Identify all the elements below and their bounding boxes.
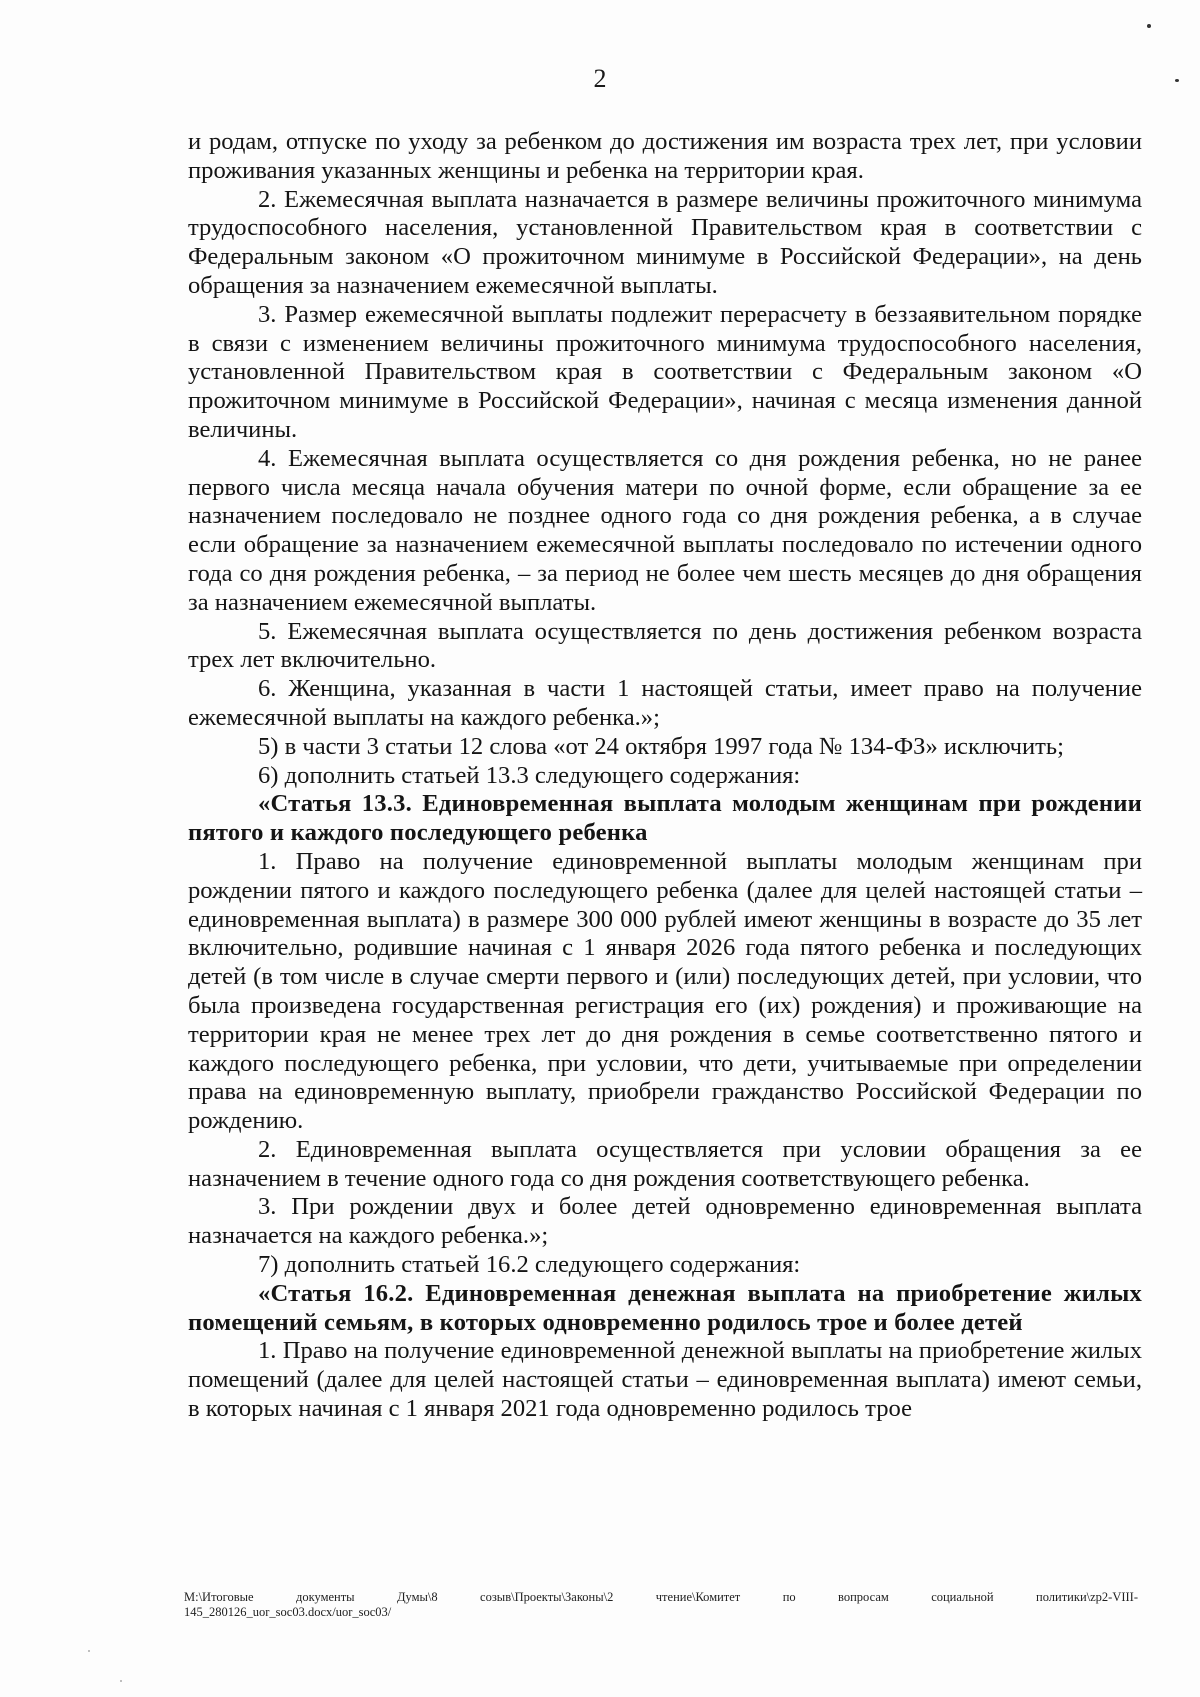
article-heading-13-3: «Статья 13.3. Единовременная выплата молодым женщинам при рождении пятого и каждого последующего ребенка [188, 790, 1142, 847]
scan-speck-dot [120, 1680, 122, 1682]
article-13-3-part-2: 2. Единовременная выплата осуществляется при условии обращения за ее назначением в течение одного года со дня рождения соответствующего ребенка. [188, 1135, 1142, 1192]
paragraph-item-4: 4. Ежемесячная выплата осуществляется со дня рождения ребенка, но не ранее первого числа месяца начала обучения матери по очной форме, если обращение за ее назначением последовало не позднее одного года со дня рождения ребенка, а в случае если обращение за назначением ежемесячной выплаты последовало по истечении одного года со дня рождения ребенка, – за период не более чем шесть месяцев до дня обращения за назначением ежемесячной выплаты. [188, 444, 1142, 616]
amendment-item-6: 6) дополнить статьей 13.3 следующего содержания: [258, 761, 801, 789]
paragraph-item-6: 6. Женщина, указанная в части 1 настоящей статьи, имеет право на получение ежемесячной выплаты на каждого ребенка.»; [188, 675, 1142, 731]
file-path-line-2: 145_280126_uor_soc03.docx/uor_soc03/ [184, 1605, 392, 1619]
file-path-line-1: M:\Итоговые документы Думы\8 созыв\Проекты\Законы\2 чтение\Комитет по вопросам социальной политики\zp2-VIII- [184, 1590, 1138, 1604]
document-body [188, 128, 1142, 1424]
paragraph-item-5: 5. Ежемесячная выплата осуществляется по день достижения ребенком возраста трех лет включительно. [188, 617, 1142, 674]
article-13-3-part-3: 3. При рождении двух и более детей одновременно единовременная выплата назначается на каждого ребенка.»; [188, 1193, 1142, 1250]
paragraph-item-3: 3. Размер ежемесячной выплаты подлежит перерасчету в беззаявительном порядке в связи с изменением величины прожиточного минимума трудоспособного населения, установленной Правительством края в соответствии с Федеральным законом «О прожиточном минимуме в Российской Федерации», начиная с месяца изменения данной величины. [188, 300, 1142, 443]
page-number: 2 [593, 64, 607, 93]
scan-speck-dot [88, 1650, 90, 1652]
amendment-item-5: 5) в части 3 статьи 12 слова «от 24 октября 1997 года № 134-ФЗ» исключить; [258, 732, 1064, 760]
paragraph-item-2: 2. Ежемесячная выплата назначается в размере величины прожиточного минимума трудоспособного населения, установленной Правительством края в соответствии с Федеральным законом «О прожиточном минимуме в Российской Федерации», на день обращения за назначением ежемесячной выплаты. [188, 185, 1142, 299]
article-16-2-part-1: 1. Право на получение единовременной денежной выплаты на приобретение жилых помещений (далее для целей настоящей статьи – единовременная выплата) имеют семьи, в которых начиная с 1 января 2021 года одновременно родилось трое [188, 1337, 1142, 1423]
article-heading-16-2: «Статья 16.2. Единовременная денежная выплата на приобретение жилых помещений семьям, в которых одновременно родилось трое и более детей [188, 1279, 1142, 1336]
article-13-3-part-1: 1. Право на получение единовременной выплаты молодым женщинам при рождении пятого и каждого последующего ребенка (далее для целей настоящей статьи – единовременная выплата) в размере 300 000 рублей имеют женщины в возрасте до 35 лет включительно, родившие начиная с 1 января 2026 года пятого ребенка и последующих детей (в том числе в случае смерти первого и (или) последующих детей, при условии, что была произведена государственная регистрация его (их) рождения) и проживающие на территории края не менее трех лет до дня рождения в семье соответственно пятого и каждого последующего ребенка, при условии, что дети, учитываемые при определении права на единовременную выплату, приобрели гражданство Российской Федерации по рождению. [188, 847, 1142, 1135]
file-path-footer [184, 1590, 1138, 1620]
scan-speck-dot [1175, 79, 1179, 82]
amendment-item-7: 7) дополнить статьей 16.2 следующего содержания: [258, 1251, 801, 1279]
paragraph-continuation: и родам, отпуске по уходу за ребенком до достижения им возраста трех лет, при условии проживания указанных женщины и ребенка на территории края. [188, 128, 1142, 184]
scan-speck-dot [1147, 24, 1151, 28]
